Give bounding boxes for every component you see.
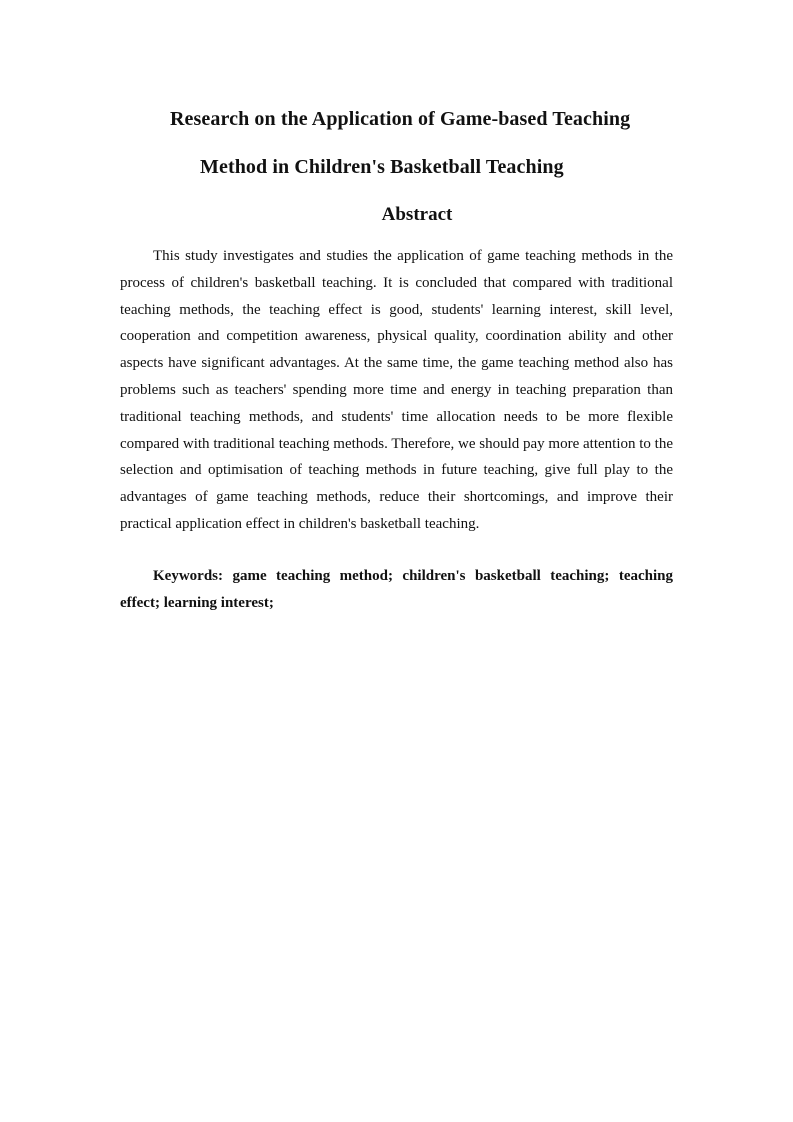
paper-title-line-2: Method in Children's Basketball Teaching <box>200 156 564 178</box>
keywords-paragraph <box>120 563 673 617</box>
keywords-text: game teaching method; children's basketball teaching; teaching effect; learning interest; <box>120 568 674 611</box>
paper-title-line-1: Research on the Application of Game-based Teaching <box>170 108 631 130</box>
abstract-heading: Abstract <box>381 204 453 225</box>
keywords-label: Keywords: <box>153 568 223 584</box>
abstract-body: This study investigates and studies the application of game teaching methods in the process of children's basketball teaching. It is concluded that compared with traditional teaching methods, the teaching effect is good, students' learning interest, skill level, cooperation and competition awareness, physical quality, coordination ability and other aspects have significant advantages. At the same time, the game teaching method also has problems such as teachers' spending more time and energy in teaching preparation than traditional teaching methods, and students' time allocation needs to be more flexible compared with traditional teaching methods. Therefore, we should pay more attention to the selection and optimisation of teaching methods in future teaching, give full play to the advantages of game teaching methods, reduce their shortcomings, and improve their practical application effect in children's basketball teaching. <box>120 248 673 532</box>
